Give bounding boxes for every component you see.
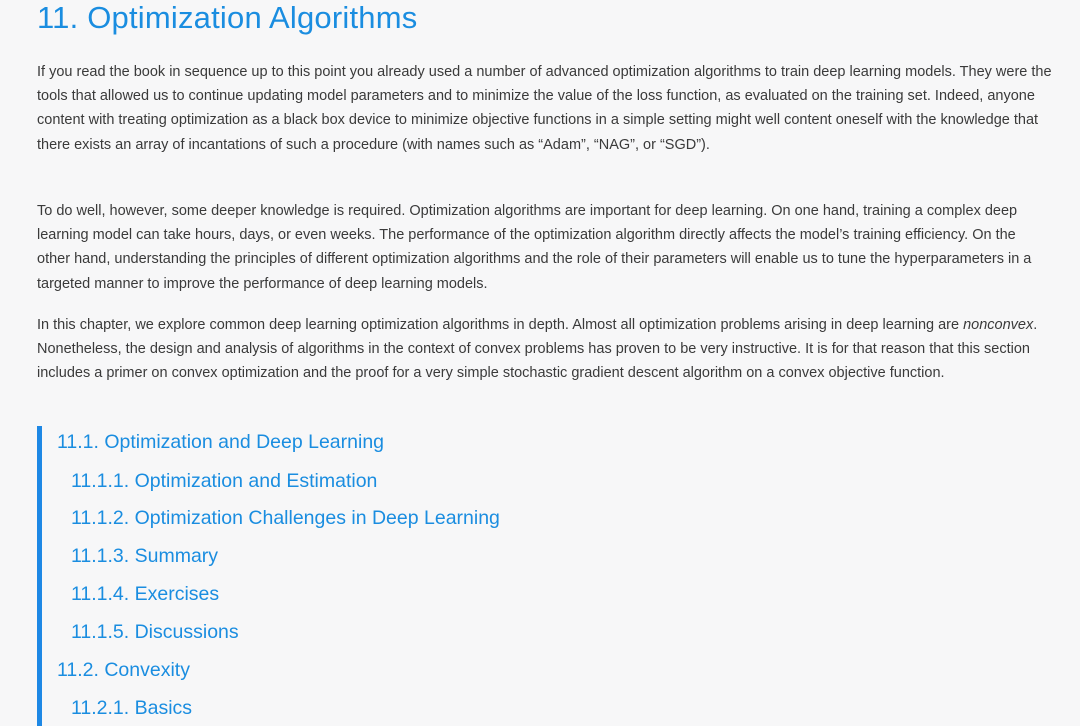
toc-link-11-2[interactable]: 11.2. Convexity (57, 659, 190, 681)
toc-link-11-1[interactable]: 11.1. Optimization and Deep Learning (57, 431, 385, 453)
toc-link-11-1-4[interactable]: 11.1.4. Exercises (71, 583, 220, 605)
emphasis-text: nonconvex (963, 317, 1034, 333)
intro-paragraph-2: To do well, however, some deeper knowledge is required. Optimization algorithms are important for deep learning. On one hand, training a complex deep learning model can take hours, days, or even weeks. The performance of the optimization algorithm directly affects the model’s training efficiency. On the other hand, understanding the principles of different optimization algorithms and the role of their parameters will enable us to tune the hyperparameters in a targeted manner to improve the performance of deep learning models. (37, 203, 1032, 292)
intro-paragraph-3 (37, 313, 1052, 386)
paragraph-text: In this chapter, we explore common deep learning optimization algorithms in depth. Almost all optimization problems arising in deep learning are (37, 317, 964, 333)
paragraph-text: . Nonetheless, the design and analysis of algorithms in the context of convex problems has proven to be very instructive. It is for that reason that this section includes a primer on convex optimization and the proof for a very simple stochastic gradient descent algorithm on a convex objective function. (37, 317, 1038, 382)
toc-link-11-1-5[interactable]: 11.1.5. Discussions (71, 621, 239, 643)
toc-link-11-2-1[interactable]: 11.2.1. Basics (71, 697, 193, 719)
toc-link-11-1-3[interactable]: 11.1.3. Summary (71, 545, 219, 567)
toc-link-11-1-2[interactable]: 11.1.2. Optimization Challenges in Deep Learning (71, 507, 500, 529)
intro-paragraph-1: If you read the book in sequence up to this point you already used a number of advanced optimization algorithms to train deep learning models. They were the tools that allowed us to continue updating model parameters and to minimize the value of the loss function, as evaluated on the training set. Indeed, anyone content with treating optimization as a black box device to minimize objective functions in a simple setting might well content oneself with the knowledge that there exists an array of incantations of such a procedure (with names such as “Adam”, “NAG”, or “SGD”). (37, 64, 1052, 153)
page-title: 11. Optimization Algorithms (37, 0, 418, 35)
toc-link-11-1-1[interactable]: 11.1.1. Optimization and Estimation (71, 470, 378, 492)
chapter-toc (37, 426, 742, 726)
